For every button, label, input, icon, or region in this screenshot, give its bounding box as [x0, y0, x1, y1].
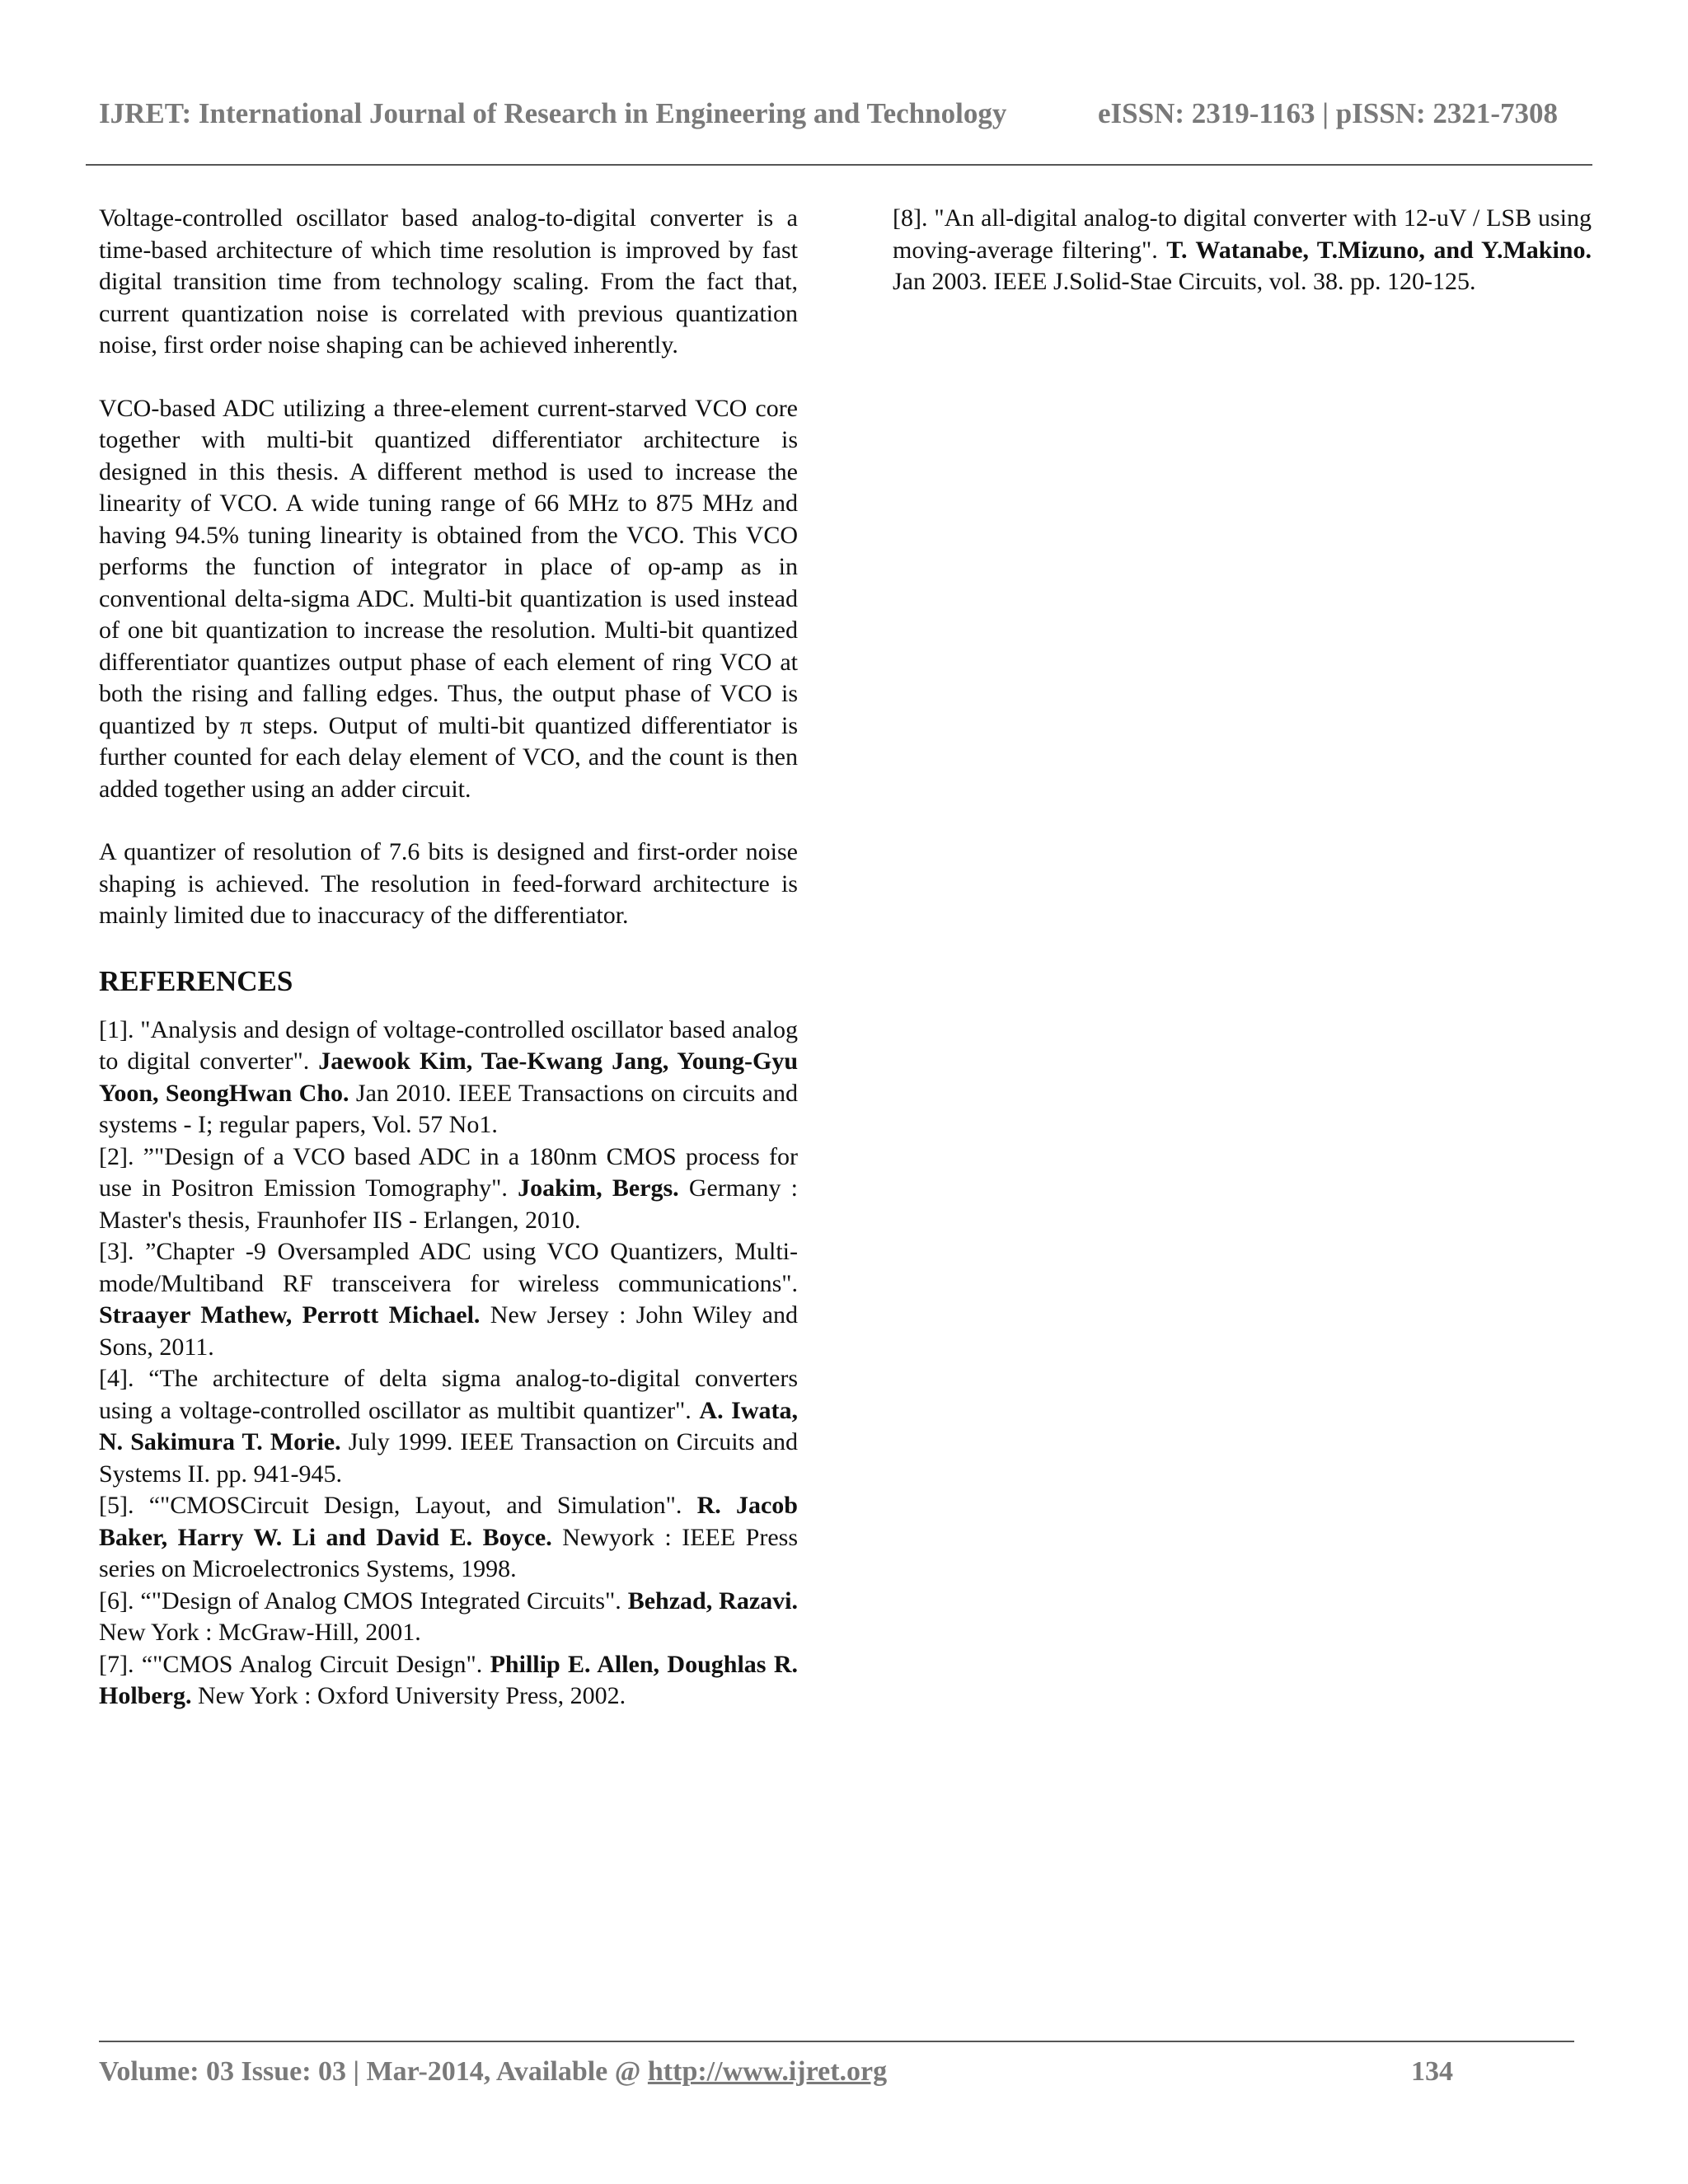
body-paragraph: VCO-based ADC utilizing a three-element current-starved VCO core together with multi-bit quantized differentiator architecture is designed in this thesis. A different method is used to increase the linearity of VCO. A wide tuning range of 66 MHz to 875 MHz and having 94.5% tuning linearity is obtained from the VCO. This VCO performs the function of integrator in place of op-amp as in conventional delta-sigma ADC. Multi-bit quantization is used instead of one bit quantization to increase the resolution. Multi-bit quantized differentiator quantizes output phase of each element of ring VCO at both the rising and falling edges. Thus, the output phase of VCO is quantized by π steps. Output of multi-bit quantized differentiator is further counted for each delay element of VCO, and the count is then added together using an adder circuit. — [99, 394, 798, 803]
reference-item — [99, 1363, 798, 1490]
reference-text: New York : McGraw-Hill, 2001. — [99, 1619, 421, 1646]
body-paragraph: Voltage-controlled oscillator based analog-to-digital converter is a time-based architecture of which time resolution is improved by fast digital transition time from technology scaling. From the fact that, current quantization noise is correlated with previous quantization noise, first order noise shaping can be achieved inherently. — [99, 204, 798, 359]
right-column — [893, 203, 1592, 298]
reference-item — [99, 1015, 798, 1141]
reference-item — [99, 1141, 798, 1237]
footer-rule — [99, 2041, 1574, 2042]
reference-item — [99, 1490, 798, 1586]
reference-authors: T. Watanabe, T.Mizuno, and Y.Makino. — [1166, 236, 1592, 264]
reference-item — [99, 1586, 798, 1649]
reference-text: New Jersey : John Wiley and Sons, 2011. — [99, 1301, 798, 1361]
reference-authors: Phillip E. Allen, Doughlas R. Holberg. — [99, 1650, 798, 1709]
reference-text: Germany : Master's thesis, Fraunhofer IIS - Erlangen, 2010. — [99, 1174, 798, 1234]
reference-text: Jan 2003. IEEE J.Solid-Stae Circuits, vol. 38. pp. 120-125. — [893, 268, 1476, 295]
header-rule — [86, 164, 1592, 166]
reference-authors: Jaewook Kim, Tae-Kwang Jang, Young-Gyu Yoon, SeongHwan Cho. — [99, 1047, 799, 1107]
reference-text: Jan 2010. IEEE Transactions on circuits and systems - I; regular papers, Vol. 57 No1. — [99, 1079, 798, 1138]
journal-website-link[interactable]: http://www.ijret.org — [647, 2056, 888, 2087]
reference-text: Newyork : IEEE Press series on Microelectronics Systems, 1998. — [99, 1523, 798, 1582]
footer-label: Volume: 03 Issue: 03 | Mar-2014, Available @ — [99, 2056, 648, 2087]
body-paragraph: A quantizer of resolution of 7.6 bits is designed and first-order noise shaping is achieved. The resolution in feed-forward architecture is mainly limited due to inaccuracy of the differentiator. — [99, 838, 798, 929]
reference-text: [5]. “"CMOSCircuit Design, Layout, and Simulation". — [99, 1492, 697, 1519]
reference-text: [1]. "Analysis and design of voltage-controlled oscillator based analog to digital converter". — [99, 1015, 798, 1075]
reference-text: [7]. “"CMOS Analog Circuit Design". — [99, 1650, 490, 1678]
reference-item — [99, 1236, 798, 1363]
reference-authors: Joakim, Bergs. — [518, 1174, 679, 1202]
reference-text: July 1999. IEEE Transaction on Circuits and Systems II. pp. 941-945. — [99, 1428, 799, 1488]
reference-authors: A. Iwata, N. Sakimura T. Morie. — [99, 1396, 798, 1455]
reference-text: [8]. "An all-digital analog-to digital converter with 12-uV / LSB using moving-average filtering". — [893, 204, 1592, 264]
reference-text: [2]. ”"Design of a VCO based ADC in a 180nm CMOS process for use in Positron Emission Tomography". — [99, 1142, 798, 1202]
reference-text: New York : Oxford University Press, 2002. — [191, 1682, 626, 1709]
left-column — [99, 203, 798, 1713]
reference-item — [99, 1649, 798, 1713]
reference-text: [4]. “The architecture of delta sigma analog-to-digital converters using a voltage-controlled oscillator as multibit quantizer". — [99, 1365, 798, 1424]
footer-volume-info — [99, 2056, 887, 2088]
references-heading: REFERENCES — [99, 964, 293, 997]
reference-item — [893, 203, 1592, 298]
journal-title: IJRET: International Journal of Research in Engineering and Technology — [99, 97, 1007, 129]
reference-authors: R. Jacob Baker, Harry W. Li and David E. Boyce. — [99, 1492, 798, 1551]
reference-authors: Straayer Mathew, Perrott Michael. — [99, 1301, 481, 1329]
page-number: 134 — [1411, 2056, 1453, 2087]
reference-text: [3]. ”Chapter -9 Oversampled ADC using VCO Quantizers, Multi-mode/Multiband RF transceivera for wireless communications". — [99, 1238, 798, 1297]
issn-info: eISSN: 2319-1163 | pISSN: 2321-7308 — [1098, 97, 1559, 129]
reference-authors: Behzad, Razavi. — [627, 1586, 798, 1615]
reference-text: [6]. “"Design of Analog CMOS Integrated Circuits". — [99, 1586, 628, 1615]
